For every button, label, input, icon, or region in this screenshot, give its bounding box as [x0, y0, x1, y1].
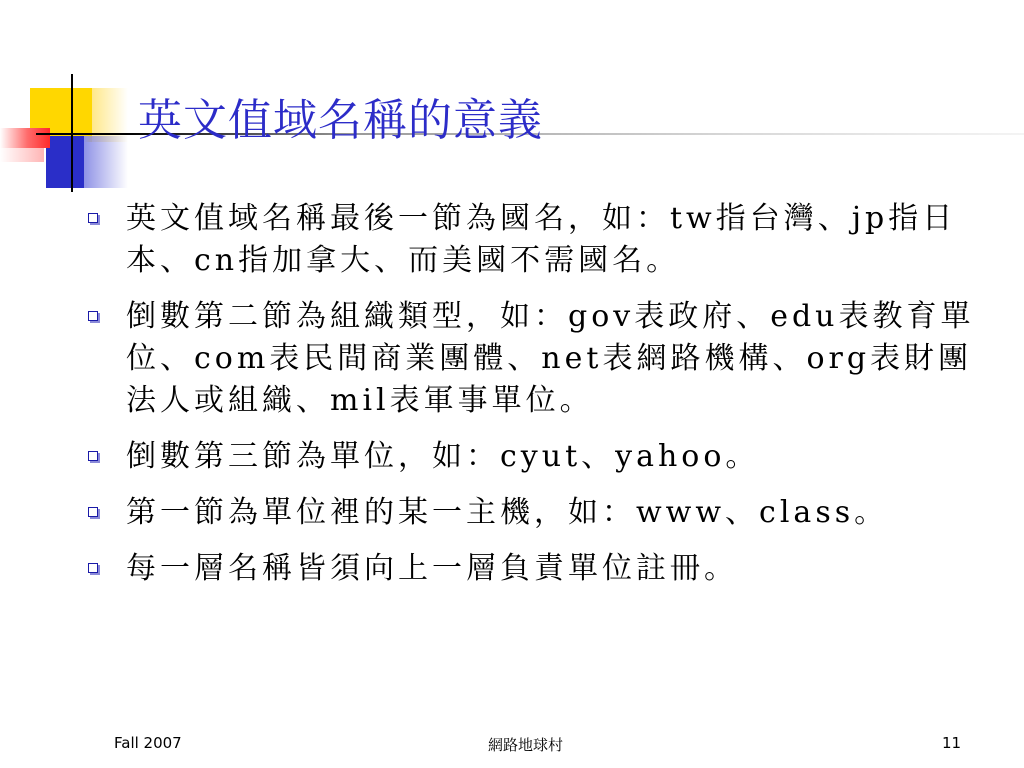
- bullet-item: [88, 198, 1004, 282]
- decorative-blue-fade: [84, 136, 128, 188]
- footer-date: Fall 2007: [114, 734, 182, 752]
- decorative-red-glow: [0, 148, 44, 162]
- bullet-item: [88, 492, 1004, 534]
- footer-course-name: 網路地球村: [488, 736, 564, 754]
- decorative-red-bar: [0, 128, 50, 148]
- bullet-item: [88, 296, 1004, 422]
- bullet-list: [88, 198, 1004, 604]
- bullet-text: 倒數第二節為組織類型，如：gov表政府、edu表教育單位、com表民間商業團體、net表網路機構、org表財團法人或組織、mil表軍事單位。: [126, 299, 975, 418]
- bullet-text: 英文值域名稱最後一節為國名，如：tw指台灣、jp指日本、cn指加拿大、而美國不需國名。: [126, 201, 957, 278]
- bullet-item: [88, 436, 1004, 478]
- bullet-text: 倒數第三節為單位，如：cyut、yahoo。: [126, 439, 760, 474]
- square-bullet-icon: [88, 311, 98, 321]
- bullet-item: [88, 548, 1004, 590]
- square-bullet-icon: [88, 213, 98, 223]
- decorative-blue-block: [46, 136, 84, 188]
- square-bullet-icon: [88, 563, 98, 573]
- bullet-text: 第一節為單位裡的某一主機，如：www、class。: [126, 495, 889, 530]
- bullet-text: 每一層名稱皆須向上一層負責單位註冊。: [126, 551, 738, 586]
- slide-number: 11: [942, 734, 962, 752]
- slide-title: 英文值域名稱的意義: [138, 95, 543, 146]
- square-bullet-icon: [88, 507, 98, 517]
- square-bullet-icon: [88, 451, 98, 461]
